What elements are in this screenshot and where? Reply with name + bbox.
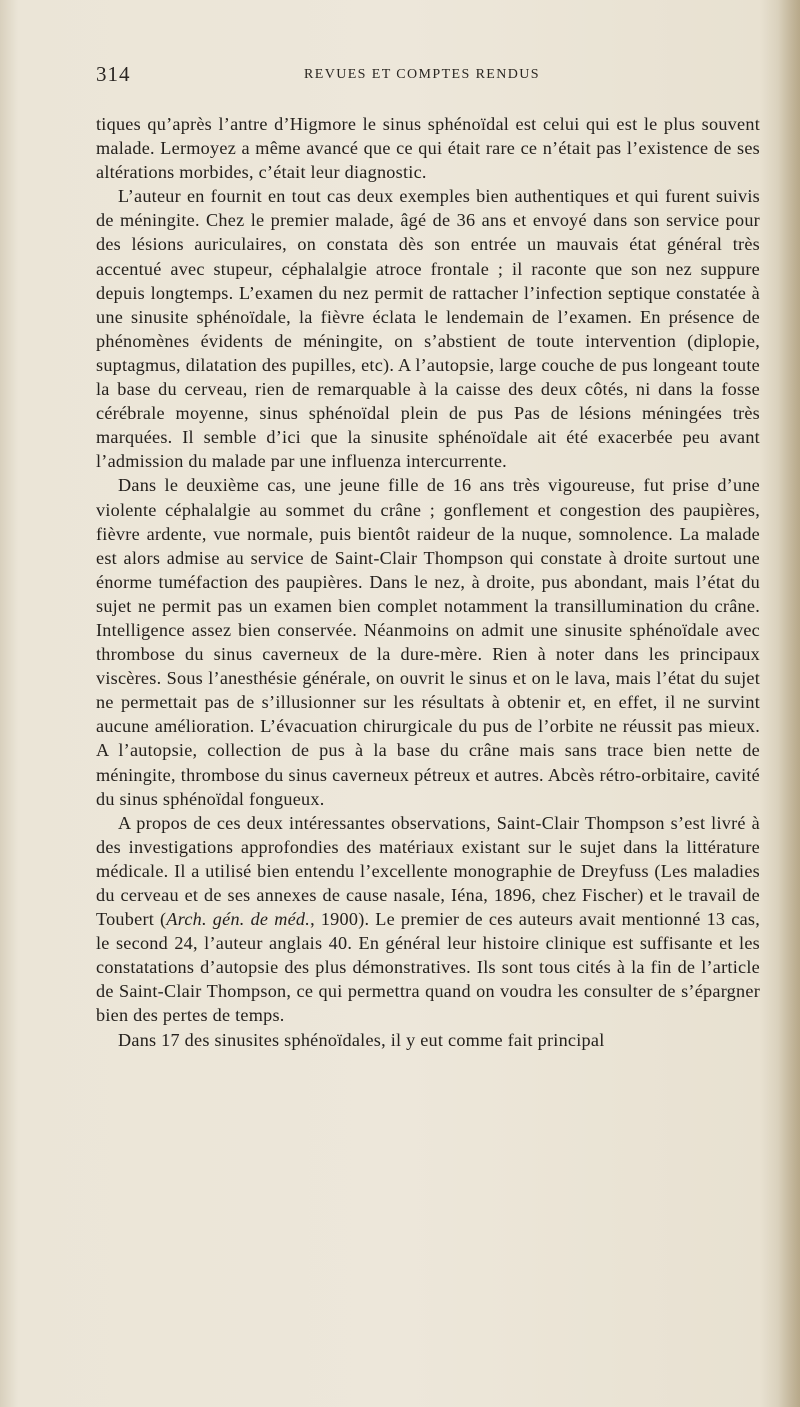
paragraph-3: Dans le deuxième cas, une jeune fille de 16 ans très vigoureuse, fut prise d’une violente céphalalgie au sommet du crâne ; gonflement et congestion des paupières, fièvre ardente, vue normale, puis bientôt raideur de la nuque, somnolence. La malade est alors admise au service de Saint-Clair Thompson qui constate à droite surtout une énorme tuméfaction des paupières. Dans le nez, à droite, pus abondant, mais l’état du sujet ne permit pas un examen bien complet notamment la transillumination du crâne. Intelligence assez bien conservée. Néanmoins on admit une sinusite sphénoïdale avec thrombose du sinus caverneux de la dure-mère. Rien à noter dans les principaux viscères. Sous l’anesthésie générale, on ouvrit le sinus et on le lava, mais l’état du sujet ne permettait pas de s’illusionner sur les résultats à obtenir et, en effet, il ne survint aucune amélioration. L’évacuation chirurgicale du pus de l’orbite ne réussit pas mieux. A l’autopsie, collection de pus à la base du crâne mais sans trace bien nette de méningite, thrombose du sinus caverneux pétreux et autres. Abcès rétro-orbitaire, cavité du sinus sphénoïdal fongueux.: [96, 475, 760, 809]
paragraph-4: [96, 811, 760, 1028]
paragraph-2: L’auteur en fournit en tout cas deux exemples bien authentiques et qui furent suivis de méningite. Chez le premier malade, âgé de 36 ans et envoyé dans son service pour des lésions auriculaires, on constata dès son entrée un mauvais état général très accentué avec stupeur, céphalalgie atroce frontale ; il raconte que son nez suppure depuis longtemps. L’examen du nez permit de rattacher l’infection septique constatée à une sinusite sphénoïdale, la fièvre éclata le lendemain de l’examen. En présence de phénomènes évidents de méningite, on s’abstient de toute intervention (diplopie, suptagmus, dilatation des pupilles, etc). A l’autopsie, large couche de pus longeant toute la base du cerveau, rien de remarquable à la caisse des deux côtés, ni dans la fosse cérébrale moyenne, sinus sphénoïdal plein de pus Pas de lésions méningées très marquées. Il semble d’ici que la sinusite sphénoïdale ait été exacerbée peu avant l’admission du malade par une influenza intercurrente.: [96, 186, 760, 472]
journal-citation: Arch. gén. de méd.: [166, 909, 311, 930]
page-number: 314: [96, 62, 131, 86]
page-header: [96, 62, 760, 92]
paragraph-4-text-before: A propos de ces deux intéressantes observations, Saint-Clair Thompson s’est livré à des investigations approfondies des matériaux existant sur le sujet dans la littérature médicale. Il a utilisé bien entendu l’excellente monographie de Dreyfuss (Les maladies du cerveau et de ses annexes de cause nasale, Iéna, 1896, chez Fischer) et le travail de Toubert (: [96, 812, 760, 930]
paragraph-1: tiques qu’après l’antre d’Higmore le sinus sphénoïdal est celui qui est le plus souvent malade. Lermoyez a même avancé que ce qui était rare ce n’était pas l’existence de ses altérations morbides, c’était leur diagnostic.: [96, 114, 760, 183]
running-head: REVUES ET COMPTES RENDUS: [304, 67, 540, 82]
paragraph-5: Dans 17 des sinusites sphénoïdales, il y eut comme fait principal: [118, 1029, 605, 1050]
page-edge-shadow: [778, 0, 800, 1407]
body-text: [96, 112, 760, 1052]
paragraph-4-text-after: , 1900). Le premier de ces auteurs avait mentionné 13 cas, le second 24, l’auteur anglais 40. En général leur histoire clinique est suffisante et les constatations d’autopsie des plus démonstratives. Ils sont tous cités à la fin de l’article de Saint-Clair Thompson, ce qui permettra quand on voudra les consulter de s’épargner bien des pertes de temps.: [96, 909, 761, 1026]
